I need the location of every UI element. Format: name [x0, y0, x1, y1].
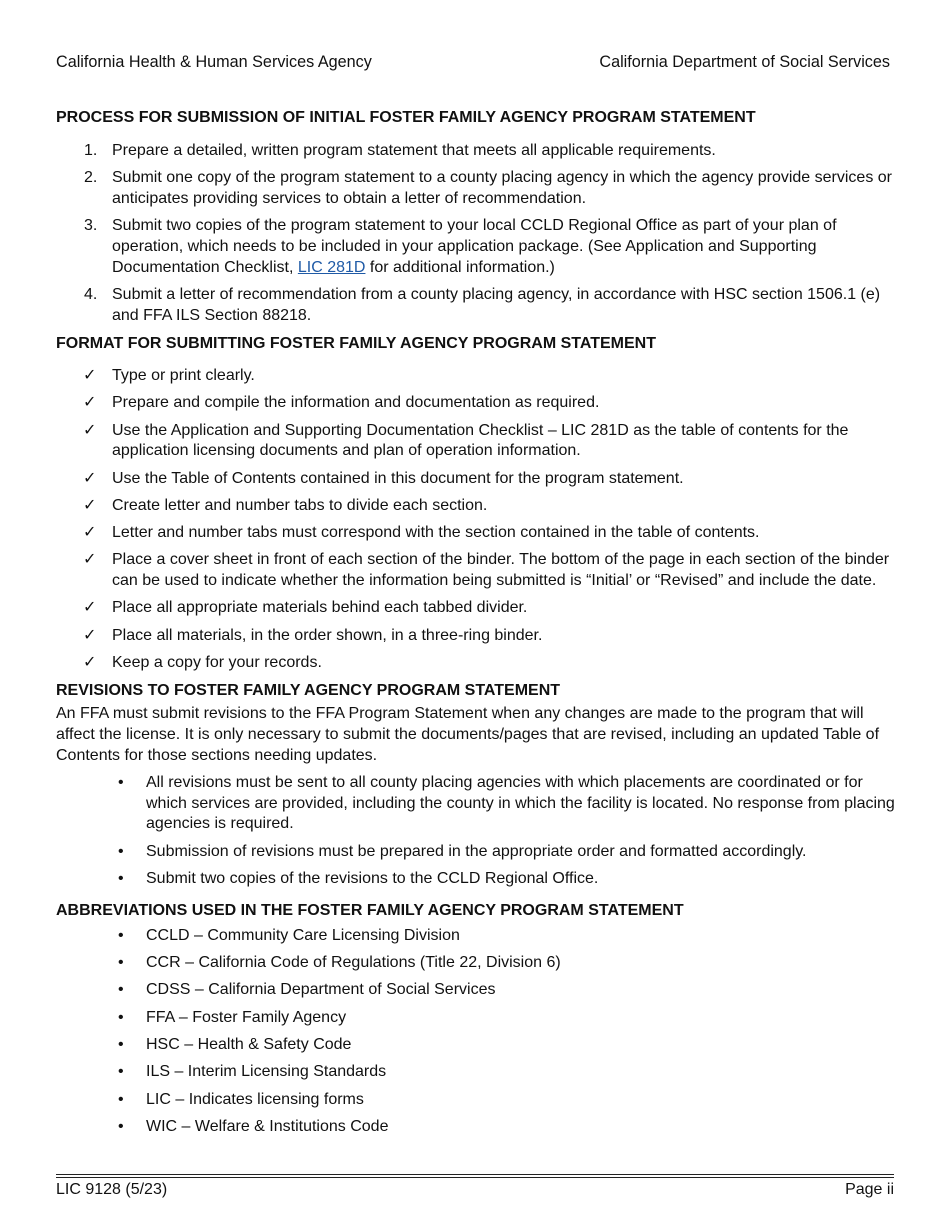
- checklist-item: ✓ Use the Table of Contents contained in this document for the program statement.: [56, 469, 896, 490]
- list-number: 3.: [84, 217, 98, 235]
- page-content: [56, 107, 896, 1144]
- check-icon: ✓: [83, 421, 97, 439]
- list-item: • All revisions must be sent to all county placing agencies with which placements are coordinated or for which services are provided, including the county in which the facility is located. No response from placing agencies is required.: [118, 774, 895, 833]
- lic-281d-link[interactable]: LIC 281D: [297, 258, 366, 276]
- checklist-item: ✓ Use the Application and Supporting Documentation Checklist – LIC 281D as the table of contents for the application licensing documents and plan of operation information.: [83, 421, 849, 460]
- list-number: 4.: [84, 286, 98, 303]
- process-heading: PROCESS FOR SUBMISSION OF INITIAL FOSTER FAMILY AGENCY PROGRAM STATEMENT: [56, 109, 756, 126]
- process-item: [56, 216, 896, 278]
- page-number: Page ii: [845, 1181, 894, 1198]
- process-item-text: Submit a letter of recommendation from a county placing agency, in accordance with HSC section 1506.1 (e) and FFA ILS Section 88218.: [112, 286, 881, 324]
- list-item: • WIC – Welfare & Institutions Code: [56, 1117, 896, 1138]
- process-item-text-after: for additional information.): [365, 258, 555, 276]
- list-item: • Submission of revisions must be prepared in the appropriate order and formatted accordingly.: [56, 842, 896, 863]
- bullet-icon: •: [118, 1117, 124, 1135]
- list-number: 2.: [84, 169, 98, 187]
- list-item: • HSC – Health & Safety Code: [56, 1035, 896, 1056]
- list-item: • CCR – California Code of Regulations (Title 22, Division 6): [56, 953, 896, 974]
- list-item: • FFA – Foster Family Agency: [56, 1008, 896, 1029]
- bullet-icon: •: [118, 842, 124, 860]
- list-number: 1.: [84, 142, 98, 159]
- list-item: • LIC – Indicates licensing forms: [56, 1090, 896, 1111]
- checklist-item: ✓ Place a cover sheet in front of each section of the binder. The bottom of the page in each section of the binder can be used to indicate whether the information being submitted is “Initial’ or “Revised” and include the date.: [83, 551, 890, 590]
- check-icon: ✓: [83, 469, 97, 487]
- checklist-item: ✓ Place all materials, in the order shown, in a three-ring binder.: [56, 626, 896, 647]
- abbreviations-list: [56, 926, 896, 1138]
- bullet-icon: •: [118, 954, 124, 972]
- checklist-item: ✓ Letter and number tabs must correspond with the section contained in the table of contents.: [56, 523, 896, 544]
- footer-divider: [56, 1174, 894, 1175]
- bullet-icon: •: [118, 1090, 124, 1108]
- process-item: [56, 168, 896, 209]
- format-heading: FORMAT FOR SUBMITTING FOSTER FAMILY AGENCY PROGRAM STATEMENT: [56, 335, 656, 352]
- check-icon: ✓: [83, 394, 97, 412]
- checklist-item: ✓ Prepare and compile the information and documentation as required.: [56, 393, 896, 414]
- bullet-icon: •: [118, 981, 124, 999]
- bullet-icon: •: [118, 1008, 124, 1026]
- abbreviations-heading: ABBREVIATIONS USED IN THE FOSTER FAMILY AGENCY PROGRAM STATEMENT: [56, 901, 684, 919]
- checklist-item: ✓ Type or print clearly.: [56, 366, 896, 387]
- list-item: • Submit two copies of the revisions to the CCLD Regional Office.: [56, 869, 896, 890]
- process-item-text: Submit two copies of the program statement to your local CCLD Regional Office as part of your plan of operation, which needs to be included in your application package. (See Application and Supporting Documentation Checklist,: [112, 217, 837, 276]
- form-number: LIC 9128 (5/23): [56, 1181, 168, 1198]
- bullet-icon: •: [118, 1063, 124, 1081]
- check-icon: ✓: [83, 551, 97, 569]
- revisions-intro: An FFA must submit revisions to the FFA Program Statement when any changes are made to the program that will affect the license. It is only necessary to submit the documents/pages that are revised, including an updated Table of Contents for those sections needing updates.: [56, 705, 880, 764]
- header-department: California Department of Social Services: [599, 53, 890, 71]
- checklist-item: ✓ Place all appropriate materials behind each tabbed divider.: [56, 598, 896, 619]
- list-item: • CDSS – California Department of Social Services: [56, 980, 896, 1001]
- revisions-list: [56, 773, 896, 890]
- bullet-icon: •: [118, 774, 124, 792]
- bullet-icon: •: [118, 1035, 124, 1053]
- header-agency: California Health & Human Services Agency: [56, 53, 372, 71]
- process-item: [56, 285, 896, 326]
- checklist-item: ✓ Keep a copy for your records.: [56, 653, 896, 674]
- bullet-icon: •: [118, 926, 124, 944]
- check-icon: ✓: [83, 367, 97, 384]
- process-item-text: Prepare a detailed, written program statement that meets all applicable requirements.: [112, 142, 716, 159]
- check-icon: ✓: [83, 599, 97, 617]
- check-icon: ✓: [83, 654, 97, 672]
- revisions-heading: REVISIONS TO FOSTER FAMILY AGENCY PROGRAM STATEMENT: [56, 682, 561, 700]
- list-item: • ILS – Interim Licensing Standards: [56, 1062, 896, 1083]
- process-list: [56, 141, 896, 326]
- process-item: [56, 141, 896, 162]
- check-icon: ✓: [83, 626, 97, 644]
- check-icon: ✓: [83, 496, 97, 514]
- checklist-item: ✓ Create letter and number tabs to divide each section.: [56, 496, 896, 517]
- list-item: • CCLD – Community Care Licensing Division: [56, 926, 896, 947]
- check-icon: ✓: [83, 524, 97, 542]
- format-checklist: [56, 366, 896, 674]
- footer-divider: [56, 1177, 894, 1178]
- process-item-text: Submit one copy of the program statement to a county placing agency in which the agency provide services or anticipates providing services to obtain a letter of recommendation.: [112, 169, 892, 207]
- bullet-icon: •: [118, 870, 124, 888]
